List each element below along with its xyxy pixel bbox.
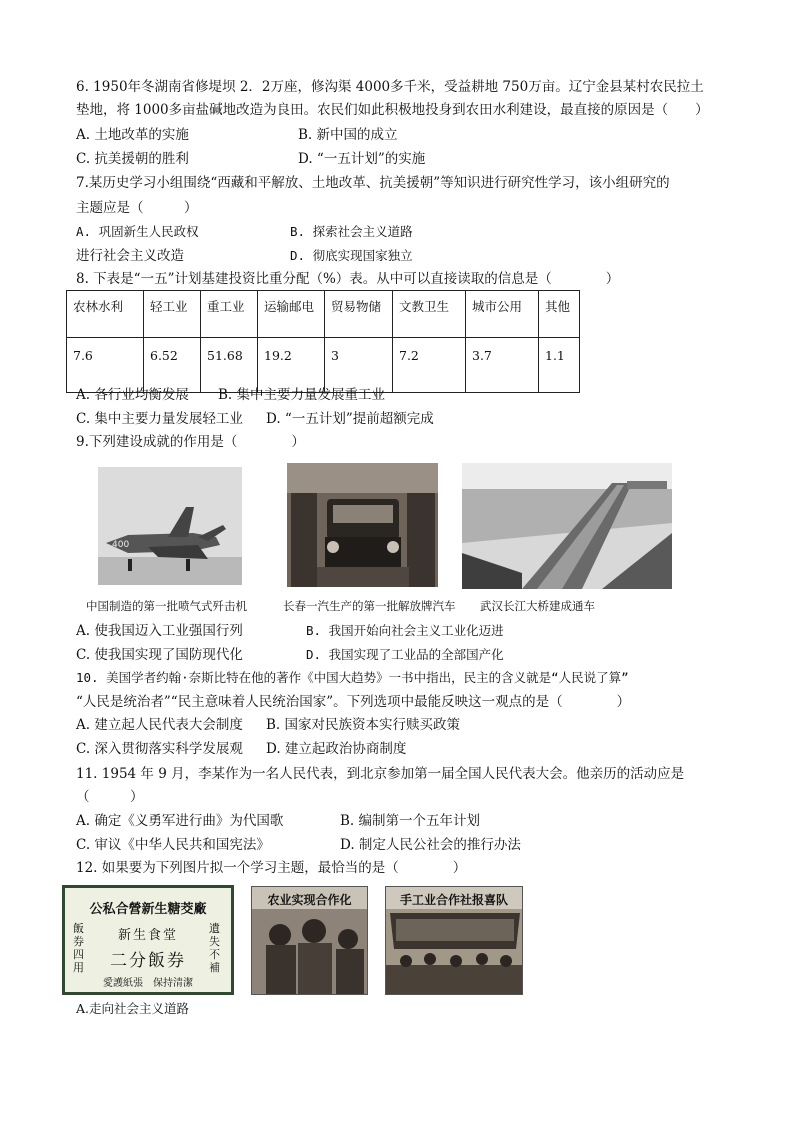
table-cell: 3: [325, 338, 393, 393]
yangtze-bridge-caption: 武汉长江大桥建成通车: [480, 599, 595, 613]
ticket-left-text: 飯券四用: [73, 922, 84, 974]
table-header-cell: 运输邮电: [258, 291, 325, 338]
table-header-cell: 城市公用: [466, 291, 539, 338]
q11-option-d: D. 制定人民公社会的推行办法: [340, 837, 521, 853]
yangtze-bridge-photo: [462, 463, 672, 589]
q10-option-a: A. 建立起人民代表大会制度: [76, 717, 243, 733]
q12-stem: 12. 如果要为下列图片拟一个学习主题，最恰当的是（ ）: [76, 860, 467, 876]
jiefang-truck-caption: 长春一汽生产的第一批解放牌汽车: [283, 599, 456, 613]
q9-stem: 9.下列建设成就的作用是（ ）: [76, 434, 305, 450]
ticket-bottom-text: 愛護紙張 保持清潔: [103, 978, 193, 989]
q6-option-d: D. “一五计划”的实施: [298, 151, 426, 167]
table-cell: 1.1: [539, 338, 580, 393]
agriculture-cooperative-title: 农业实现合作化: [267, 893, 352, 907]
q7-option-d: D. 彻底实现国家独立: [290, 248, 413, 263]
table-cell: 51.68: [201, 338, 258, 393]
q8-option-d: D. “一五计划”提前超额完成: [266, 411, 434, 427]
investment-table: [66, 290, 580, 393]
q6-option-c: C. 抗美援朝的胜利: [76, 151, 189, 167]
jet-fighter-photo: [98, 467, 242, 585]
table-cell: 19.2: [258, 338, 325, 393]
jet-fighter-caption: 中国制造的第一批喷气式歼击机: [86, 599, 247, 613]
q10-option-b: B. 国家对民族资本实行赎买政策: [266, 717, 461, 733]
table-header-cell: 轻工业: [144, 291, 201, 338]
svg-text:400: 400: [112, 540, 130, 550]
q7-stem-line2: 主题应是（ ）: [76, 200, 198, 216]
q6-stem-line2: 垫地，将 1000多亩盐碱地改造为良田。农民们如此积极地投身到农田水利建设，最直接的原因是（ ）: [76, 102, 709, 118]
table-row: [67, 338, 580, 393]
q8-option-a: A. 各行业均衡发展: [76, 387, 189, 403]
handicraft-cooperative-title: 手工业合作社报喜队: [399, 893, 508, 907]
q9-option-d: D. 我国实现了工业品的全部国产化: [306, 647, 504, 662]
q10-option-d: D. 建立起政治协商制度: [266, 741, 407, 757]
table-cell: 3.7: [466, 338, 539, 393]
table-header-cell: 农林水利: [67, 291, 144, 338]
table-header-cell: 其他: [539, 291, 580, 338]
q8-stem: 8. 下表是“一五”计划基建投资比重分配（%）表。从中可以直接读取的信息是（ ）: [76, 271, 620, 287]
agriculture-cooperative-image: [251, 886, 368, 995]
table-header-cell: 贸易物储: [325, 291, 393, 338]
table-header-cell: 文教卫生: [393, 291, 466, 338]
q6-stem-line1: 6. 1950年冬湖南省修堤坝 2．2万座，修沟渠 4000多千米，受益耕地 750万亩。辽宁金县某村农民拉土: [76, 79, 704, 95]
table-header-row: [67, 291, 580, 338]
q11-option-a: A. 确定《义勇军进行曲》为代国歌: [76, 813, 284, 829]
q9-option-a: A. 使我国迈入工业强国行列: [76, 623, 243, 639]
q8-option-b: B. 集中主要力量发展重工业: [218, 387, 386, 403]
meal-ticket-image: [62, 885, 234, 995]
table-header-cell: 重工业: [201, 291, 258, 338]
handicraft-cooperative-image: [385, 886, 523, 995]
q7-option-b: B. 探索社会主义道路: [290, 224, 413, 239]
q11-stem-line1: 11. 1954 年 9 月，李某作为一名人民代表，到北京参加第一届全国人民代表大会。他亲历的活动应是: [76, 766, 685, 782]
q11-option-c: C. 审议《中华人民共和国宪法》: [76, 837, 270, 853]
table-cell: 7.6: [67, 338, 144, 393]
q7-option-c: 进行社会主义改造: [76, 248, 184, 264]
table-cell: 7.2: [393, 338, 466, 393]
q11-stem-line2: （ ）: [76, 789, 144, 805]
q12-option-a: A.走向社会主义道路: [76, 1001, 190, 1016]
q11-option-b: B. 编制第一个五年计划: [340, 813, 481, 829]
q7-stem-line1: 7.某历史学习小组围绕“西藏和平解放、土地改革、抗美援朝”等知识进行研究性学习，该小组研究的: [76, 175, 670, 191]
ticket-title: 公私合營新生糖茭廠: [89, 902, 207, 917]
q6-option-b: B. 新中国的成立: [298, 127, 398, 143]
q7-option-a: A. 巩固新生人民政权: [76, 224, 199, 239]
q9-option-b: B. 我国开始向社会主义工业化迈进: [306, 623, 504, 638]
q8-option-c: C. 集中主要力量发展轻工业: [76, 411, 243, 427]
table-cell: 6.52: [144, 338, 201, 393]
ticket-right-text: 遺失不補: [209, 922, 220, 974]
q10-stem-line1: 10. 美国学者约翰·奈斯比特在他的著作《中国大趋势》一书中指出，民主的含义就是“人民说了算”: [76, 670, 629, 685]
ticket-line1: 新生食堂: [117, 928, 178, 943]
ticket-line2: 二分飯券: [110, 951, 186, 971]
q10-option-c: C. 深入贯彻落实科学发展观: [76, 741, 243, 757]
jiefang-truck-photo: [287, 463, 438, 587]
q10-stem-line2: “人民是统治者”“民主意味着人民统治国家”。下列选项中最能反映这一观点的是（ ）: [76, 694, 631, 710]
q6-option-a: A. 土地改革的实施: [76, 127, 189, 143]
q9-option-c: C. 使我国实现了国防现代化: [76, 647, 243, 663]
